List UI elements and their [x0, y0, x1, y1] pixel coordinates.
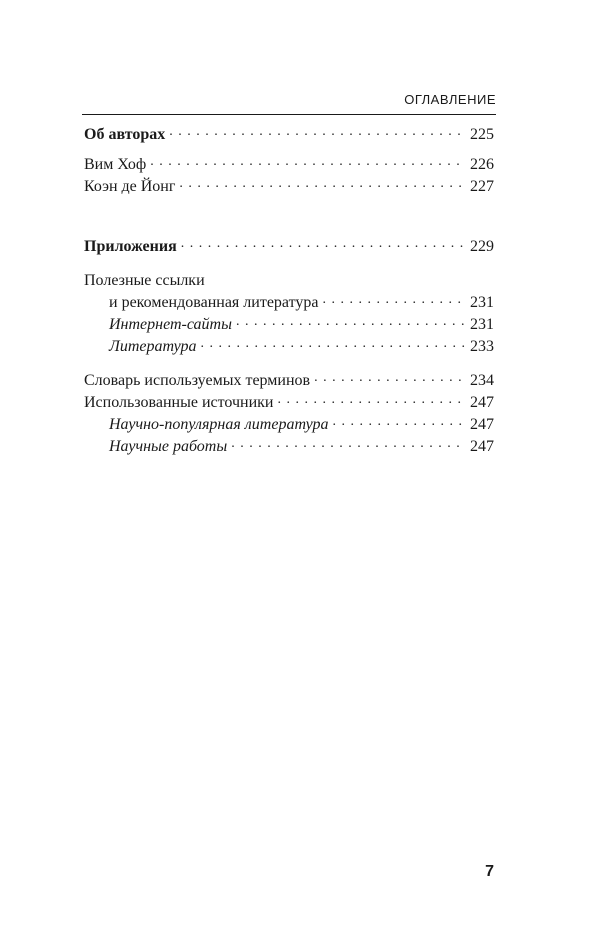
dot-leader [277, 393, 466, 407]
toc-heading-appendices [84, 236, 494, 258]
header-rule [82, 114, 496, 115]
table-of-contents [84, 124, 494, 458]
running-head: ОГЛАВЛЕНИЕ [404, 92, 496, 107]
toc-subentry [84, 414, 494, 436]
toc-page-number: 226 [470, 156, 494, 173]
dot-leader [150, 155, 466, 169]
toc-entry [84, 292, 494, 314]
dot-leader [323, 293, 467, 307]
toc-page-number: 225 [470, 126, 494, 143]
toc-entry [84, 392, 494, 414]
toc-entry-title: Словарь используемых терминов [84, 372, 311, 389]
toc-entry-title: Литература [109, 338, 197, 355]
toc-page-number: 247 [470, 438, 494, 455]
toc-subentry [84, 436, 494, 458]
dot-leader [236, 315, 466, 329]
dot-leader [231, 437, 466, 451]
toc-entry-title: Использованные источники [84, 394, 274, 411]
toc-entry-title: Приложения [84, 238, 177, 255]
toc-page-number: 233 [470, 338, 494, 355]
dot-leader [181, 237, 466, 251]
toc-page-number: 247 [470, 416, 494, 433]
toc-page-number: 231 [470, 316, 494, 333]
toc-subentry [84, 336, 494, 358]
toc-page-number: 229 [470, 238, 494, 255]
toc-subentry [84, 314, 494, 336]
dot-leader [201, 337, 466, 351]
page-number: 7 [485, 863, 494, 880]
toc-entry-title: Коэн де Йонг [84, 178, 176, 195]
toc-entry-title: Вим Хоф [84, 156, 147, 173]
toc-entry-title: Об авторах [84, 126, 166, 143]
toc-entry-title: Научные работы [109, 438, 228, 455]
toc-entry [84, 370, 494, 392]
toc-entry-title: Полезные ссылки [84, 272, 205, 289]
toc-page-number: 234 [470, 372, 494, 389]
toc-page-number: 227 [470, 178, 494, 195]
toc-entry-title: Научно-популярная литература [109, 416, 329, 433]
dot-leader [179, 177, 466, 191]
toc-page-number: 231 [470, 294, 494, 311]
toc-page-number: 247 [470, 394, 494, 411]
dot-leader [169, 125, 466, 139]
toc-entry [84, 176, 494, 198]
dot-leader [332, 415, 466, 429]
toc-entry-title: и рекомендованная литература [109, 294, 319, 311]
toc-entry [84, 154, 494, 176]
toc-entry-title: Интернет-сайты [109, 316, 232, 333]
dot-leader [314, 371, 466, 385]
toc-heading-about-authors [84, 124, 494, 146]
